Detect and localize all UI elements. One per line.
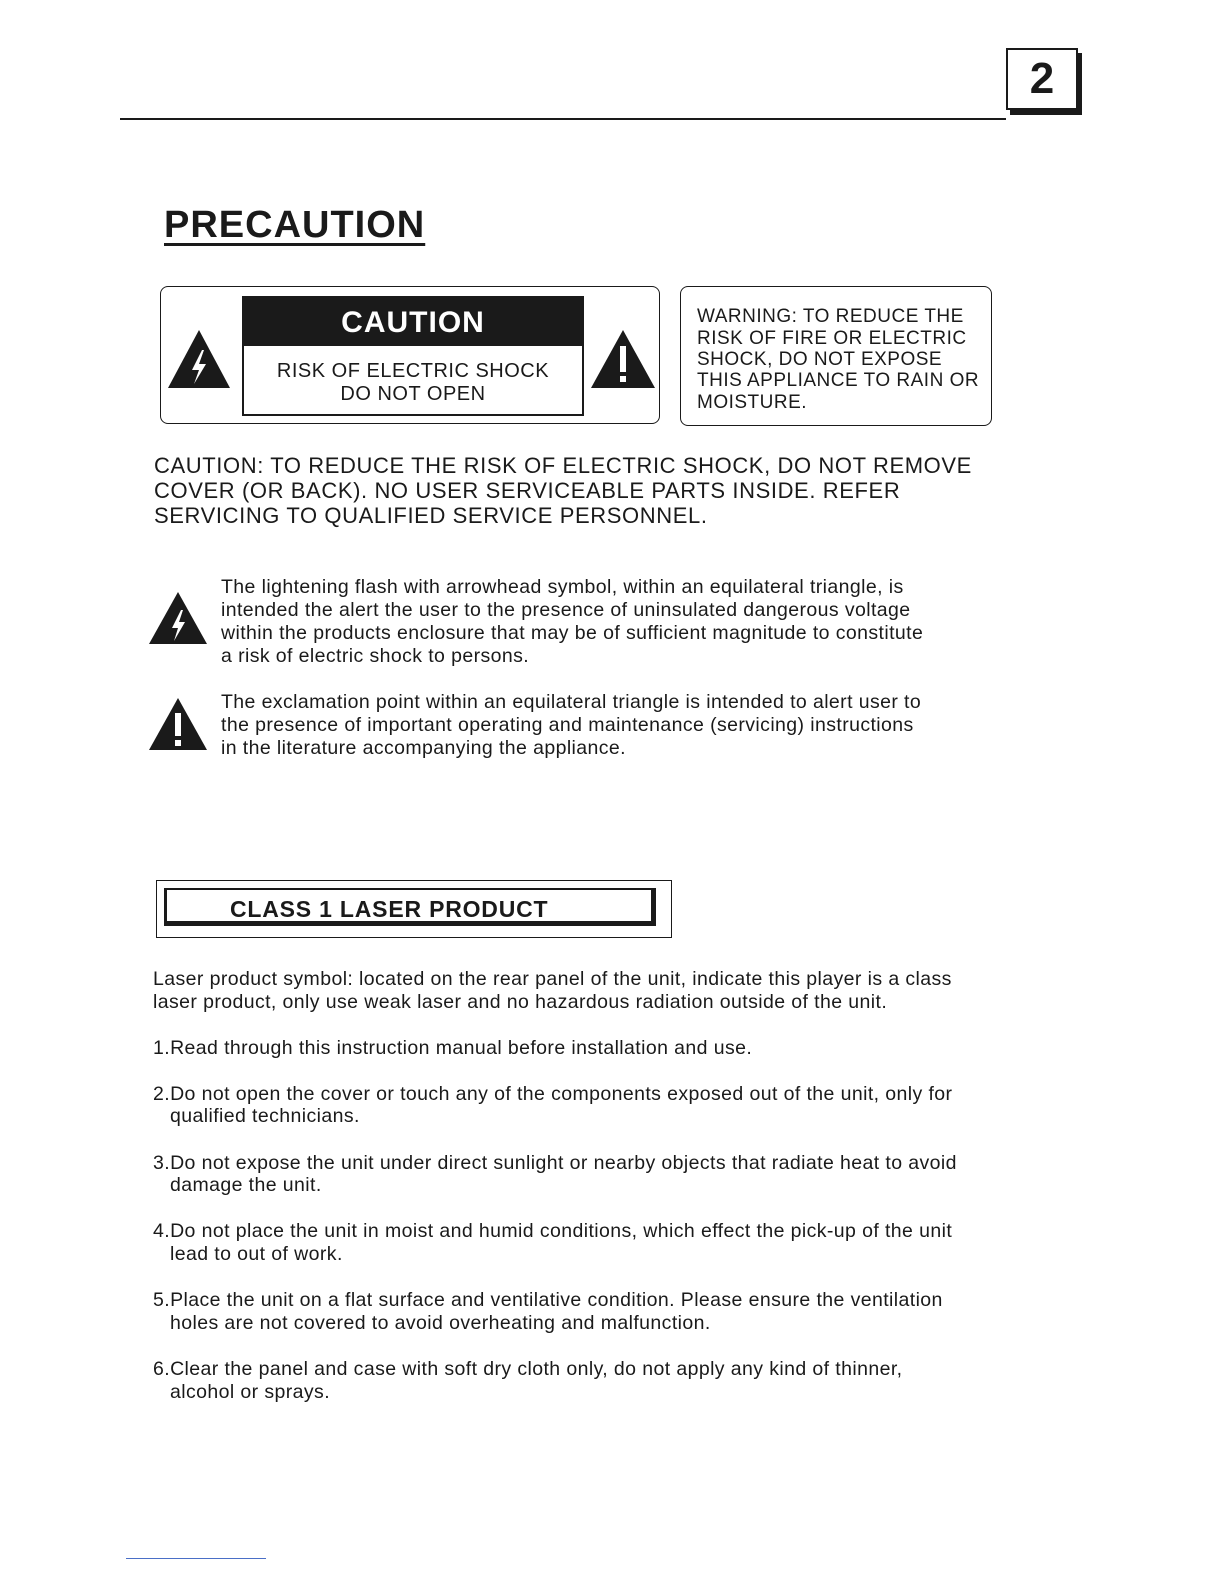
- symbol-text-line: within the products enclosure that may be of sufficient magnitude to constitute: [221, 622, 924, 644]
- caution-label: [242, 296, 584, 416]
- laser-label-text: CLASS 1 LASER PRODUCT: [230, 896, 549, 922]
- caution-heading: CAUTION: [244, 298, 582, 346]
- instruction-item-1: 1.Read through this instruction manual before installation and use.: [153, 1037, 753, 1059]
- symbol-text-line: a risk of electric shock to persons.: [221, 645, 530, 667]
- instruction-item-2: 2.Do not open the cover or touch any of the components exposed out of the unit, only for: [153, 1083, 953, 1105]
- instruction-item-3: 3.Do not expose the unit under direct sunlight or nearby objects that radiate heat to avoid: [153, 1152, 957, 1174]
- caution-paragraph-line: CAUTION: TO REDUCE THE RISK OF ELECTRIC SHOCK, DO NOT REMOVE: [154, 453, 972, 478]
- instruction-item-5-cont: holes are not covered to avoid overheating and malfunction.: [170, 1312, 711, 1334]
- laser-description-line: Laser product symbol: located on the rear panel of the unit, indicate this player is a class: [153, 968, 952, 990]
- symbol-text-line: in the literature accompanying the appliance.: [221, 737, 626, 759]
- exclamation-triangle-icon: [147, 696, 209, 757]
- instruction-item-4: 4.Do not place the unit in moist and humid conditions, which effect the pick-up of the unit: [153, 1220, 953, 1242]
- warning-line: MOISTURE.: [697, 392, 808, 413]
- symbol-text-line: The exclamation point within an equilateral triangle is intended to alert user to: [221, 691, 922, 713]
- instruction-item-6-cont: alcohol or sprays.: [170, 1381, 331, 1403]
- page-title: PRECAUTION: [164, 204, 426, 246]
- instruction-item-5: 5.Place the unit on a flat surface and ventilative condition. Please ensure the ventilation: [153, 1289, 943, 1311]
- laser-description-line: laser product, only use weak laser and no hazardous radiation outside of the unit.: [153, 991, 888, 1013]
- instruction-item-6: 6.Clear the panel and case with soft dry cloth only, do not apply any kind of thinner,: [153, 1358, 903, 1380]
- lightning-triangle-icon: [147, 590, 209, 651]
- symbol-text-line: the presence of important operating and maintenance (servicing) instructions: [221, 714, 914, 736]
- caution-line-2: DO NOT OPEN: [340, 383, 486, 405]
- warning-line: RISK OF FIRE OR ELECTRIC: [697, 328, 967, 349]
- warning-line: WARNING: TO REDUCE THE: [697, 306, 964, 327]
- caution-line-1: RISK OF ELECTRIC SHOCK: [276, 360, 550, 382]
- warning-line: SHOCK, DO NOT EXPOSE: [697, 349, 943, 370]
- exclamation-triangle-icon: [589, 328, 657, 395]
- symbol-text-line: intended the alert the user to the presence of uninsulated dangerous voltage: [221, 599, 911, 621]
- header-rule: [120, 118, 1006, 120]
- instruction-item-3-cont: damage the unit.: [170, 1174, 322, 1196]
- instruction-item-4-cont: lead to out of work.: [170, 1243, 343, 1265]
- caution-paragraph-line: COVER (OR BACK). NO USER SERVICEABLE PARTS INSIDE. REFER: [154, 478, 901, 503]
- footer-rule: [126, 1558, 266, 1559]
- symbol-text-line: The lightening flash with arrowhead symbol, within an equilateral triangle, is: [221, 576, 904, 598]
- lightning-triangle-icon: [166, 328, 232, 395]
- warning-line: THIS APPLIANCE TO RAIN OR: [697, 370, 980, 391]
- caution-paragraph-line: SERVICING TO QUALIFIED SERVICE PERSONNEL.: [154, 503, 708, 528]
- instruction-item-2-cont: qualified technicians.: [170, 1105, 360, 1127]
- page-number: 2: [1006, 48, 1078, 110]
